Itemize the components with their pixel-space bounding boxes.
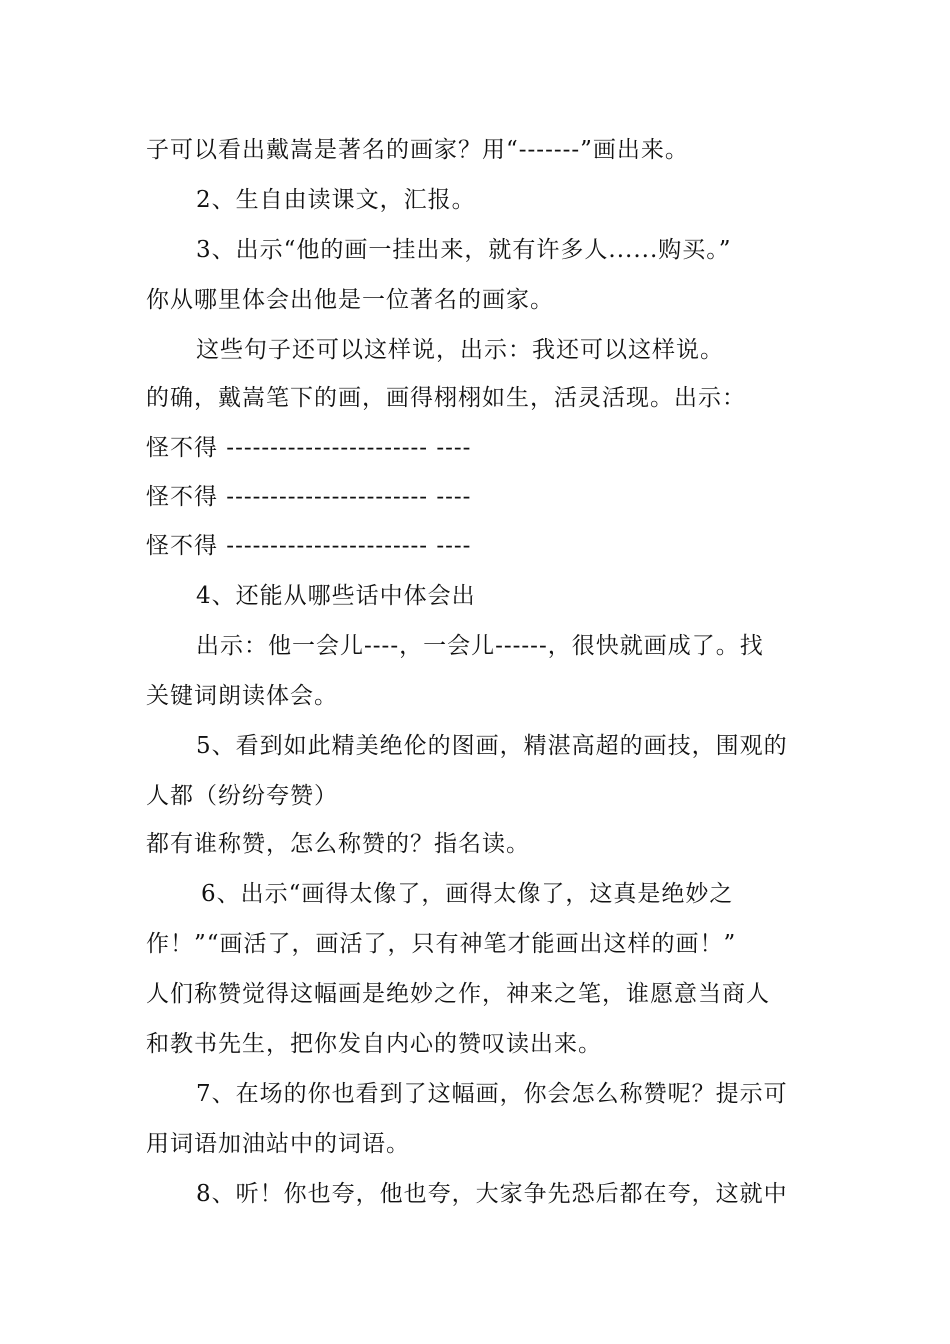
text-line: 用词语加油站中的词语。 bbox=[146, 1131, 410, 1157]
text-line: 人都（纷纷夸赞） bbox=[146, 783, 338, 809]
text-line: 你从哪里体会出他是一位著名的画家。 bbox=[146, 287, 554, 313]
fill-blank-line: 怪不得 ----------------------- ---- bbox=[146, 484, 472, 510]
text-line: 7、在场的你也看到了这幅画，你会怎么称赞呢？提示可 bbox=[196, 1081, 788, 1107]
text-line: 这些句子还可以这样说，出示：我还可以这样说。 bbox=[196, 337, 724, 363]
text-line: 3、出示“他的画一挂出来，就有许多人......购买。” bbox=[196, 237, 732, 263]
text-line: 4、还能从哪些话中体会出 bbox=[196, 583, 476, 609]
text-line: 2、生自由读课文，汇报。 bbox=[196, 187, 476, 213]
text-line: 6、出示“画得太像了，画得太像了，这真是绝妙之 bbox=[201, 881, 734, 907]
text-line: 子可以看出戴嵩是著名的画家？用“-------”画出来。 bbox=[146, 137, 689, 163]
text-line: 和教书先生，把你发自内心的赞叹读出来。 bbox=[146, 1031, 602, 1057]
fill-blank-line: 怪不得 ----------------------- ---- bbox=[146, 435, 472, 461]
text-line: 都有谁称赞，怎么称赞的？指名读。 bbox=[146, 831, 530, 857]
text-line: 8、听！你也夸，他也夸，大家争先恐后都在夸，这就中 bbox=[196, 1181, 788, 1207]
text-line: 5、看到如此精美绝伦的图画，精湛高超的画技，围观的 bbox=[196, 733, 788, 759]
fill-blank-line: 怪不得 ----------------------- ---- bbox=[146, 533, 472, 559]
text-line: 的确，戴嵩笔下的画，画得栩栩如生，活灵活现。出示： bbox=[146, 385, 746, 411]
text-line: 出示：他一会儿----，一会儿------，很快就画成了。找 bbox=[196, 633, 764, 659]
text-line: 作！”“画活了，画活了，只有神笔才能画出这样的画！” bbox=[146, 931, 737, 957]
text-line: 关键词朗读体会。 bbox=[146, 683, 338, 709]
text-line: 人们称赞觉得这幅画是绝妙之作，神来之笔，谁愿意当商人 bbox=[146, 981, 770, 1007]
